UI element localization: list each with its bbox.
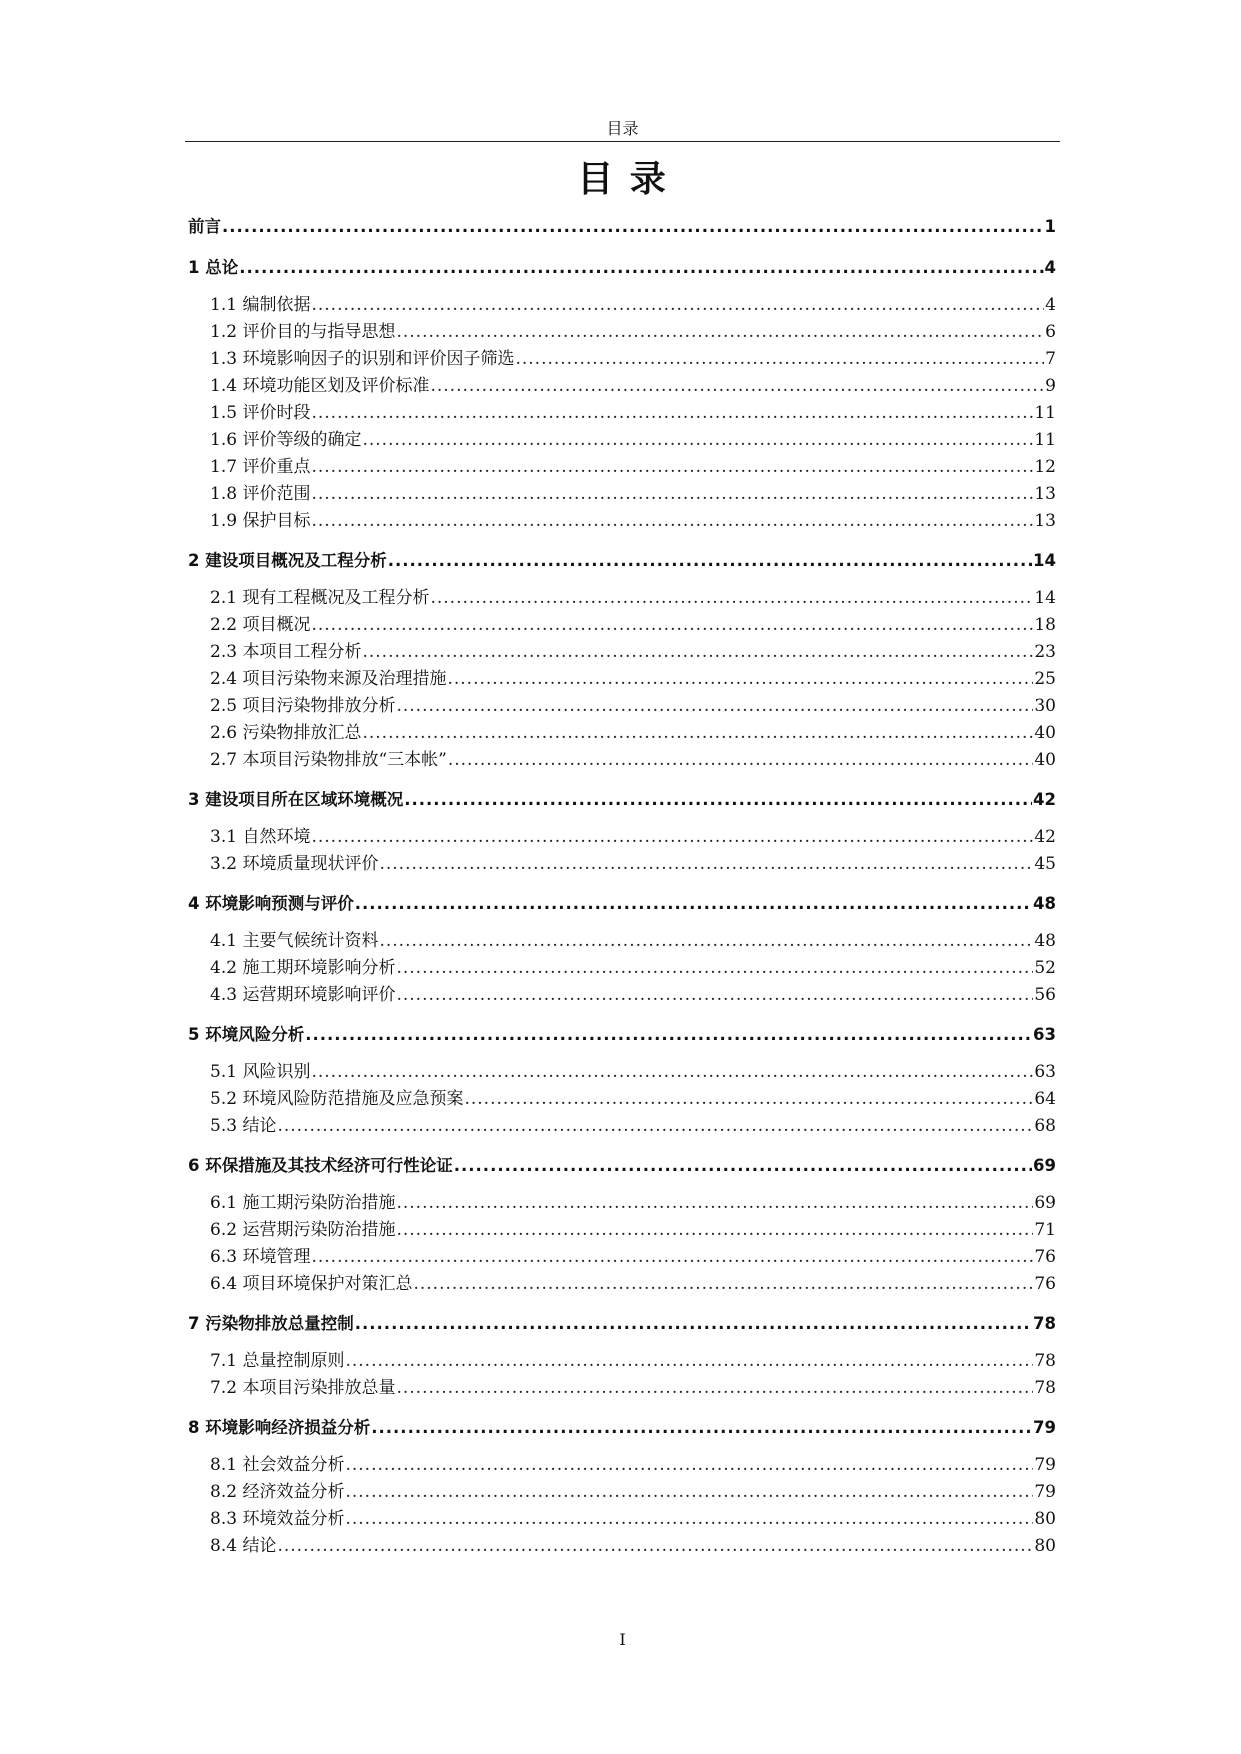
toc-page-number: 11 — [1034, 430, 1056, 450]
toc-dot-leader — [464, 1089, 1033, 1109]
toc-page-number: 69 — [1034, 1193, 1056, 1213]
toc-dot-leader — [388, 551, 1032, 570]
toc-page-number: 48 — [1033, 894, 1056, 913]
toc-entry-label: 8.4 结论 — [210, 1536, 277, 1556]
toc-entry-label: 2.6 污染物排放汇总 — [210, 723, 362, 743]
toc-section-entry[interactable] — [188, 980, 1056, 1007]
toc-dot-leader — [362, 642, 1033, 662]
toc-dot-leader — [239, 258, 1043, 277]
toc-section-entry[interactable] — [188, 691, 1056, 718]
toc-entry-label: 6.1 施工期污染防治措施 — [210, 1193, 396, 1213]
toc-dot-leader — [396, 958, 1033, 978]
toc-dot-leader — [362, 723, 1033, 743]
toc-section-entry[interactable] — [188, 1450, 1056, 1477]
toc-dot-leader — [404, 790, 1032, 809]
toc-entry-label: 1.4 环境功能区划及评价标准 — [210, 376, 430, 396]
toc-section-entry[interactable] — [188, 452, 1056, 479]
toc-entry-label: 6.2 运营期污染防治措施 — [210, 1220, 396, 1240]
toc-section-entry[interactable] — [188, 637, 1056, 664]
toc-section-entry[interactable] — [188, 398, 1056, 425]
toc-page-number: 30 — [1034, 696, 1056, 716]
toc-dot-leader — [396, 1378, 1033, 1398]
toc-entry-label: 3.1 自然环境 — [210, 827, 311, 847]
toc-section-entry[interactable] — [188, 926, 1056, 953]
toc-dot-leader — [311, 295, 1044, 315]
toc-page-number: 52 — [1034, 958, 1056, 978]
toc-dot-leader — [454, 1156, 1032, 1175]
toc-page-number: 25 — [1034, 669, 1056, 689]
toc-entry-label: 3 建设项目所在区域环境概况 — [188, 790, 404, 809]
toc-page-number: 76 — [1034, 1247, 1056, 1267]
toc-page-number: 23 — [1034, 642, 1056, 662]
toc-entry-label: 5 环境风险分析 — [188, 1025, 305, 1044]
toc-entry-label: 4.3 运营期环境影响评价 — [210, 985, 396, 1005]
toc-section-entry[interactable] — [188, 479, 1056, 506]
toc-page-number: 11 — [1034, 403, 1056, 423]
toc-section-entry[interactable] — [188, 1111, 1056, 1138]
toc-dot-leader — [396, 1220, 1033, 1240]
toc-dot-leader — [396, 696, 1033, 716]
toc-section-entry[interactable] — [188, 1242, 1056, 1269]
toc-chapter-entry[interactable] — [188, 254, 1056, 281]
toc-dot-leader — [345, 1351, 1033, 1371]
toc-entry-label: 1.8 评价范围 — [210, 484, 311, 504]
toc-section-entry[interactable] — [188, 1188, 1056, 1215]
toc-entry-label: 5.3 结论 — [210, 1116, 277, 1136]
toc-section-entry[interactable] — [188, 1531, 1056, 1558]
toc-page-number: 40 — [1034, 750, 1056, 770]
toc-page-number: 63 — [1034, 1062, 1056, 1082]
toc-dot-leader — [447, 669, 1033, 689]
toc-page-number: 42 — [1033, 790, 1056, 809]
toc-dot-leader — [345, 1509, 1033, 1529]
toc-section-entry[interactable] — [188, 1504, 1056, 1531]
toc-section-entry[interactable] — [188, 1346, 1056, 1373]
toc-entry-label: 7.1 总量控制原则 — [210, 1351, 345, 1371]
toc-dot-leader — [277, 1536, 1033, 1556]
toc-entry-label: 2.5 项目污染物排放分析 — [210, 696, 396, 716]
toc-section-entry[interactable] — [188, 953, 1056, 980]
toc-section-entry[interactable] — [188, 317, 1056, 344]
toc-dot-leader — [371, 1418, 1032, 1437]
toc-entry-label: 4.1 主要气候统计资料 — [210, 931, 379, 951]
toc-section-entry[interactable] — [188, 1057, 1056, 1084]
toc-section-entry[interactable] — [188, 610, 1056, 637]
toc-section-entry[interactable] — [188, 1373, 1056, 1400]
toc-page-number: 9 — [1045, 376, 1056, 396]
toc-entry-label: 2.2 项目概况 — [210, 615, 311, 635]
toc-entry-label: 8 环境影响经济损益分析 — [188, 1418, 371, 1437]
header-rule — [185, 141, 1060, 142]
toc-page-number: 42 — [1034, 827, 1056, 847]
toc-entry-label: 3.2 环境质量现状评价 — [210, 854, 379, 874]
toc-page-number: 79 — [1034, 1455, 1056, 1475]
toc-entry-label: 6.4 项目环境保护对策汇总 — [210, 1274, 413, 1294]
toc-page-number: 80 — [1034, 1509, 1056, 1529]
toc-entry-label: 1.7 评价重点 — [210, 457, 311, 477]
toc-entry-label: 4 环境影响预测与评价 — [188, 894, 354, 913]
toc-page-number: 56 — [1034, 985, 1056, 1005]
toc-entry-label: 8.1 社会效益分析 — [210, 1455, 345, 1475]
toc-dot-leader — [448, 750, 1034, 770]
toc-page-number: 4 — [1044, 258, 1056, 277]
toc-chapter-entry[interactable] — [188, 213, 1056, 240]
toc-section-entry[interactable] — [188, 371, 1056, 398]
toc-page-number: 64 — [1034, 1089, 1056, 1109]
toc-entry-label: 4.2 施工期环境影响分析 — [210, 958, 396, 978]
running-header: 目录 — [606, 119, 639, 138]
toc-page-number: 13 — [1034, 511, 1056, 531]
toc-page-number: 80 — [1034, 1536, 1056, 1556]
toc-section-entry[interactable] — [188, 745, 1056, 772]
toc-page-number: 78 — [1034, 1378, 1056, 1398]
toc-entry-label: 2.3 本项目工程分析 — [210, 642, 362, 662]
toc-dot-leader — [396, 1193, 1033, 1213]
toc-chapter-entry[interactable] — [188, 1414, 1056, 1441]
toc-dot-leader — [413, 1274, 1033, 1294]
toc-dot-leader — [379, 854, 1033, 874]
toc-page-number: 78 — [1033, 1314, 1056, 1333]
toc-page-number: 79 — [1033, 1418, 1056, 1437]
toc-section-entry[interactable] — [188, 1084, 1056, 1111]
toc-dot-leader — [311, 484, 1033, 504]
toc-page-number: 12 — [1034, 457, 1056, 477]
toc-chapter-entry[interactable] — [188, 1152, 1056, 1179]
toc-dot-leader — [311, 511, 1033, 531]
toc-page-number: 45 — [1034, 854, 1056, 874]
toc-page-number: 4 — [1045, 295, 1056, 315]
toc-entry-label: 2 建设项目概况及工程分析 — [188, 551, 387, 570]
toc-chapter-entry[interactable] — [188, 890, 1056, 917]
toc-chapter-entry[interactable] — [188, 786, 1056, 813]
toc-entry-label: 6.3 环境管理 — [210, 1247, 311, 1267]
toc-dot-leader — [311, 457, 1033, 477]
toc-dot-leader — [355, 894, 1032, 913]
toc-dot-leader — [345, 1482, 1033, 1502]
toc-section-entry[interactable] — [188, 1477, 1056, 1504]
toc-dot-leader — [305, 1025, 1032, 1044]
toc-dot-leader — [345, 1455, 1033, 1475]
toc-section-entry[interactable] — [188, 344, 1056, 371]
toc-section-entry[interactable] — [188, 290, 1056, 317]
toc-dot-leader — [355, 1314, 1032, 1333]
toc-entry-label: 5.2 环境风险防范措施及应急预案 — [210, 1089, 464, 1109]
toc-dot-leader — [311, 827, 1033, 847]
toc-page-number: 76 — [1034, 1274, 1056, 1294]
toc-page-number: 48 — [1034, 931, 1056, 951]
toc-entry-label: 1.1 编制依据 — [210, 295, 311, 315]
toc-page-number: 63 — [1033, 1025, 1056, 1044]
toc-section-entry[interactable] — [188, 849, 1056, 876]
toc-entry-label: 8.2 经济效益分析 — [210, 1482, 345, 1502]
toc-section-entry[interactable] — [188, 822, 1056, 849]
toc-dot-leader — [277, 1116, 1033, 1136]
toc-page-number: 69 — [1033, 1156, 1056, 1175]
toc-page-number: 79 — [1034, 1482, 1056, 1502]
toc-dot-leader — [311, 1062, 1033, 1082]
toc-entry-label: 7.2 本项目污染排放总量 — [210, 1378, 396, 1398]
toc-entry-label: 8.3 环境效益分析 — [210, 1509, 345, 1529]
toc-entry-label: 1.9 保护目标 — [210, 511, 311, 531]
toc-entry-label: 1 总论 — [188, 258, 239, 277]
toc-entry-label: 5.1 风险识别 — [210, 1062, 311, 1082]
toc-entry-label: 2.4 项目污染物来源及治理措施 — [210, 669, 447, 689]
page-number: I — [619, 1630, 626, 1649]
toc-dot-leader — [222, 217, 1044, 236]
toc-page-number: 7 — [1045, 349, 1056, 369]
toc-title: 目 录 — [577, 159, 668, 200]
toc-dot-leader — [311, 615, 1033, 635]
toc-chapter-entry[interactable] — [188, 547, 1056, 574]
toc-dot-leader — [396, 985, 1033, 1005]
toc-entry-label: 2.7 本项目污染物排放“三本帐” — [210, 750, 447, 770]
toc-page-number: 13 — [1034, 484, 1056, 504]
toc-page-number: 14 — [1033, 551, 1056, 570]
toc-page-number: 68 — [1034, 1116, 1056, 1136]
toc-section-entry[interactable] — [188, 664, 1056, 691]
toc-dot-leader — [311, 1247, 1033, 1267]
toc-section-entry[interactable] — [188, 718, 1056, 745]
toc-dot-leader — [430, 376, 1044, 396]
toc-dot-leader — [311, 403, 1033, 423]
toc-dot-leader — [430, 588, 1033, 608]
toc-entry-label: 1.3 环境影响因子的识别和评价因子筛选 — [210, 349, 515, 369]
toc-entry-label: 前言 — [188, 217, 221, 236]
toc-page-number: 6 — [1045, 322, 1056, 342]
toc-entry-label: 7 污染物排放总量控制 — [188, 1314, 354, 1333]
toc-page-number: 1 — [1044, 217, 1056, 236]
toc-page-number: 14 — [1034, 588, 1056, 608]
toc-entry-label: 1.2 评价目的与指导思想 — [210, 322, 396, 342]
toc-entry-label: 1.5 评价时段 — [210, 403, 311, 423]
toc-entry-label: 1.6 评价等级的确定 — [210, 430, 362, 450]
toc-dot-leader — [379, 931, 1033, 951]
toc-dot-leader — [396, 322, 1044, 342]
toc-page-number: 40 — [1034, 723, 1056, 743]
toc-dot-leader — [515, 349, 1044, 369]
toc-dot-leader — [362, 430, 1033, 450]
toc-section-entry[interactable] — [188, 583, 1056, 610]
toc-section-entry[interactable] — [188, 506, 1056, 533]
toc-page-number: 71 — [1034, 1220, 1056, 1240]
toc-entry-label: 2.1 现有工程概况及工程分析 — [210, 588, 430, 608]
toc-page-number: 78 — [1034, 1351, 1056, 1371]
toc-section-entry[interactable] — [188, 1269, 1056, 1296]
toc-chapter-entry[interactable] — [188, 1310, 1056, 1337]
toc-entry-label: 6 环保措施及其技术经济可行性论证 — [188, 1156, 453, 1175]
toc-list — [188, 213, 1056, 1558]
toc-chapter-entry[interactable] — [188, 1021, 1056, 1048]
toc-page-number: 18 — [1034, 615, 1056, 635]
toc-section-entry[interactable] — [188, 425, 1056, 452]
toc-section-entry[interactable] — [188, 1215, 1056, 1242]
